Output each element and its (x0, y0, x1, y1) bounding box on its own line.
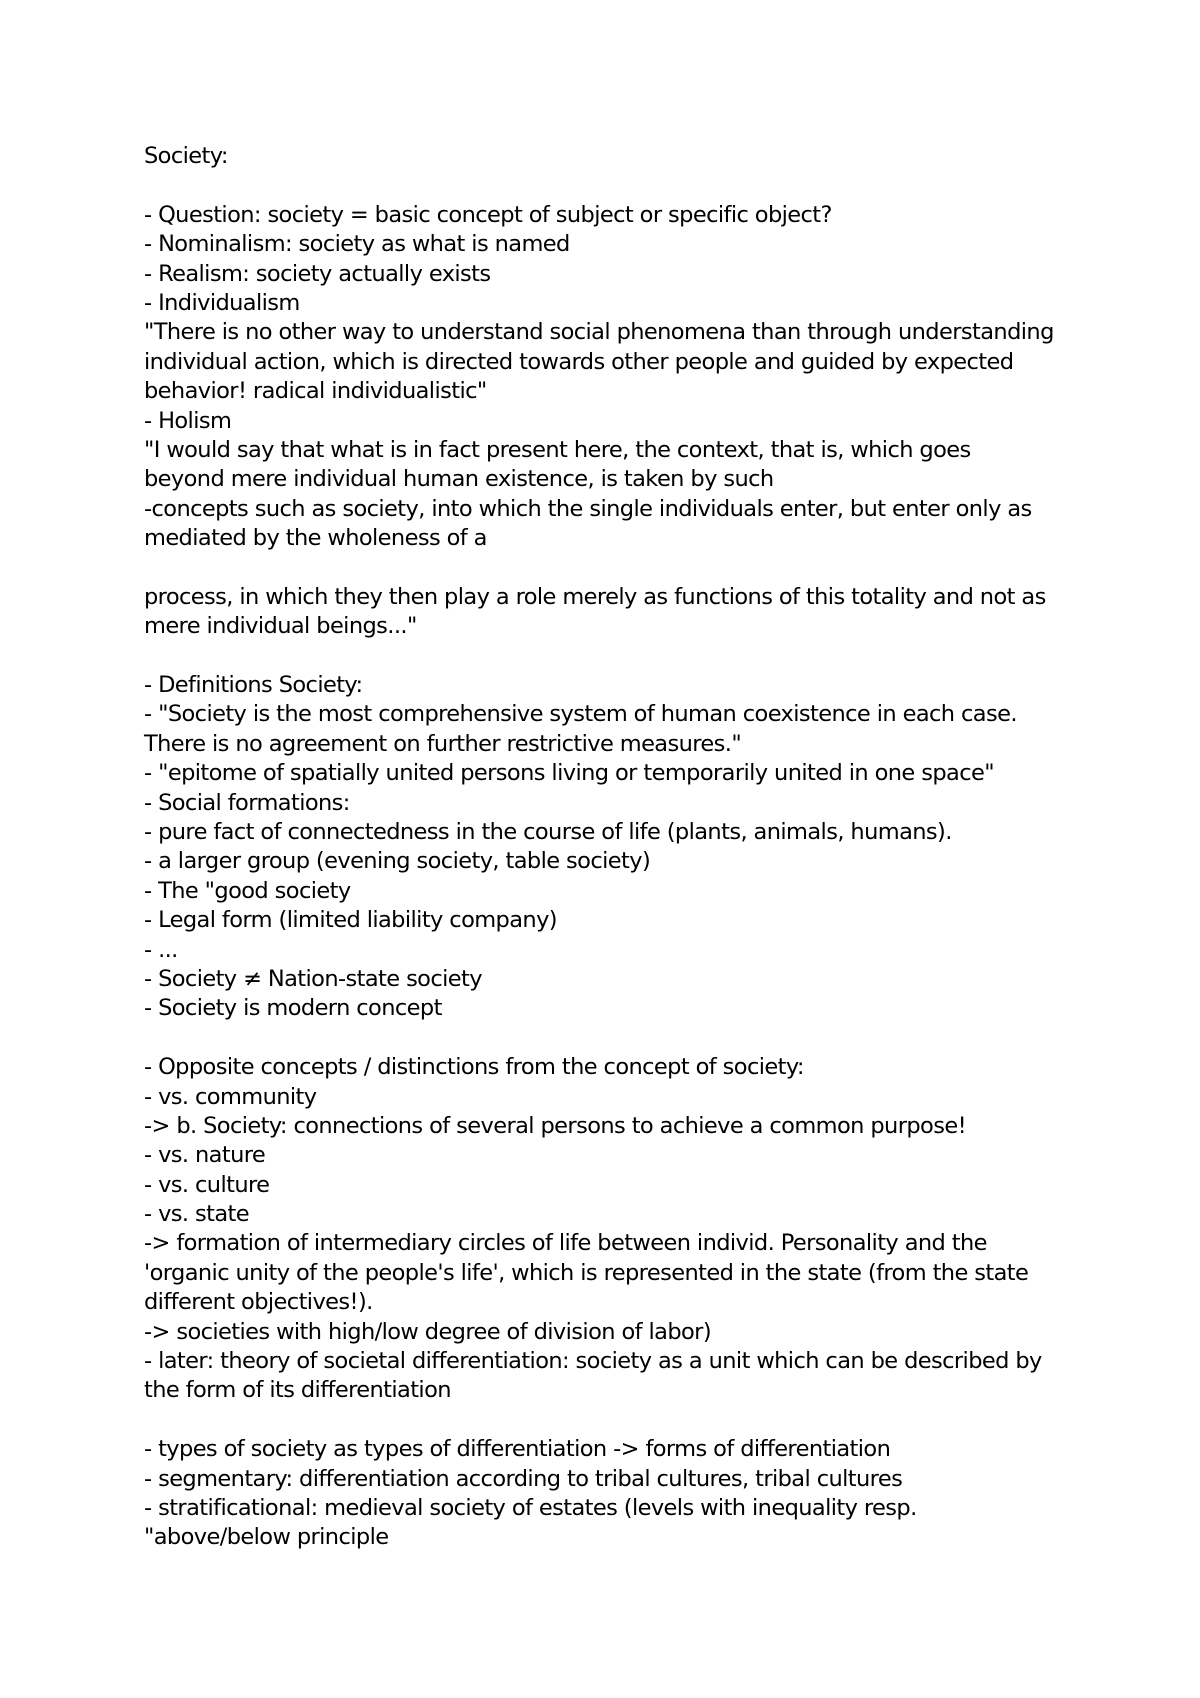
text-line: different objectives!). (144, 1289, 373, 1316)
text-line: - segmentary: differentiation according to tribal cultures, tribal cultures (144, 1465, 903, 1492)
document-title: Society: (144, 143, 228, 169)
text-line: - Holism (144, 407, 232, 434)
text-line: "I would say that what is in fact present here, the context, that is, which goes (144, 436, 971, 463)
text-line: -> formation of intermediary circles of life between individ. Personality and the (144, 1230, 987, 1257)
text-line: - Question: society = basic concept of subject or specific object? (144, 201, 832, 228)
text-line: - Nominalism: society as what is named (144, 231, 570, 258)
text-line: - Definitions Society: (144, 672, 363, 699)
document-page (144, 142, 1084, 1553)
text-line: - vs. nature (144, 1142, 266, 1169)
text-line: - later: theory of societal differentiation: society as a unit which can be described by (144, 1348, 1042, 1375)
document-body (144, 171, 1084, 1552)
text-line: mediated by the wholeness of a (144, 525, 487, 552)
blank-line (144, 1406, 1084, 1435)
text-line: 'organic unity of the people's life', which is represented in the state (from the state (144, 1259, 1029, 1286)
text-line: - Society ≠ Nation-state society (144, 965, 482, 992)
text-line: beyond mere individual human existence, is taken by such (144, 466, 774, 493)
text-line: - types of society as types of differentiation -> forms of differentiation (144, 1436, 891, 1463)
text-line: -> societies with high/low degree of division of labor) (144, 1318, 712, 1345)
text-line: - a larger group (evening society, table society) (144, 848, 651, 875)
text-line: - Legal form (limited liability company) (144, 907, 557, 934)
text-line: - Social formations: (144, 789, 350, 816)
text-line: - vs. community (144, 1083, 317, 1110)
text-line: - vs. culture (144, 1171, 270, 1198)
text-line: - Opposite concepts / distinctions from the concept of society: (144, 1054, 804, 1081)
text-line: - ... (144, 936, 178, 963)
text-line: - Realism: society actually exists (144, 260, 491, 287)
blank-line (144, 642, 1084, 671)
text-line: the form of its differentiation (144, 1377, 451, 1404)
text-line: - pure fact of connectedness in the course of life (plants, animals, humans). (144, 818, 952, 845)
text-line: - The "good society (144, 877, 351, 904)
text-line: - "Society is the most comprehensive system of human coexistence in each case. (144, 701, 1017, 728)
text-line: - "epitome of spatially united persons living or temporarily united in one space" (144, 760, 994, 787)
text-line: There is no agreement on further restrictive measures." (144, 730, 742, 757)
text-line: "There is no other way to understand social phenomena than through understanding (144, 319, 1054, 346)
text-line: - Individualism (144, 289, 300, 316)
text-line: process, in which they then play a role merely as functions of this totality and not as (144, 583, 1046, 610)
text-line: - Society is modern concept (144, 995, 442, 1022)
blank-line (144, 171, 1084, 200)
text-line: "above/below principle (144, 1524, 389, 1551)
text-line: mere individual beings..." (144, 613, 417, 640)
text-line: -concepts such as society, into which the single individuals enter, but enter only as (144, 495, 1032, 522)
blank-line (144, 553, 1084, 582)
text-line: -> b. Society: connections of several persons to achieve a common purpose! (144, 1112, 966, 1139)
text-line: - vs. state (144, 1201, 250, 1228)
text-line: - stratificational: medieval society of estates (levels with inequality resp. (144, 1494, 917, 1521)
text-line: behavior! radical individualistic" (144, 378, 487, 405)
blank-line (144, 1024, 1084, 1053)
text-line: individual action, which is directed towards other people and guided by expected (144, 348, 1014, 375)
